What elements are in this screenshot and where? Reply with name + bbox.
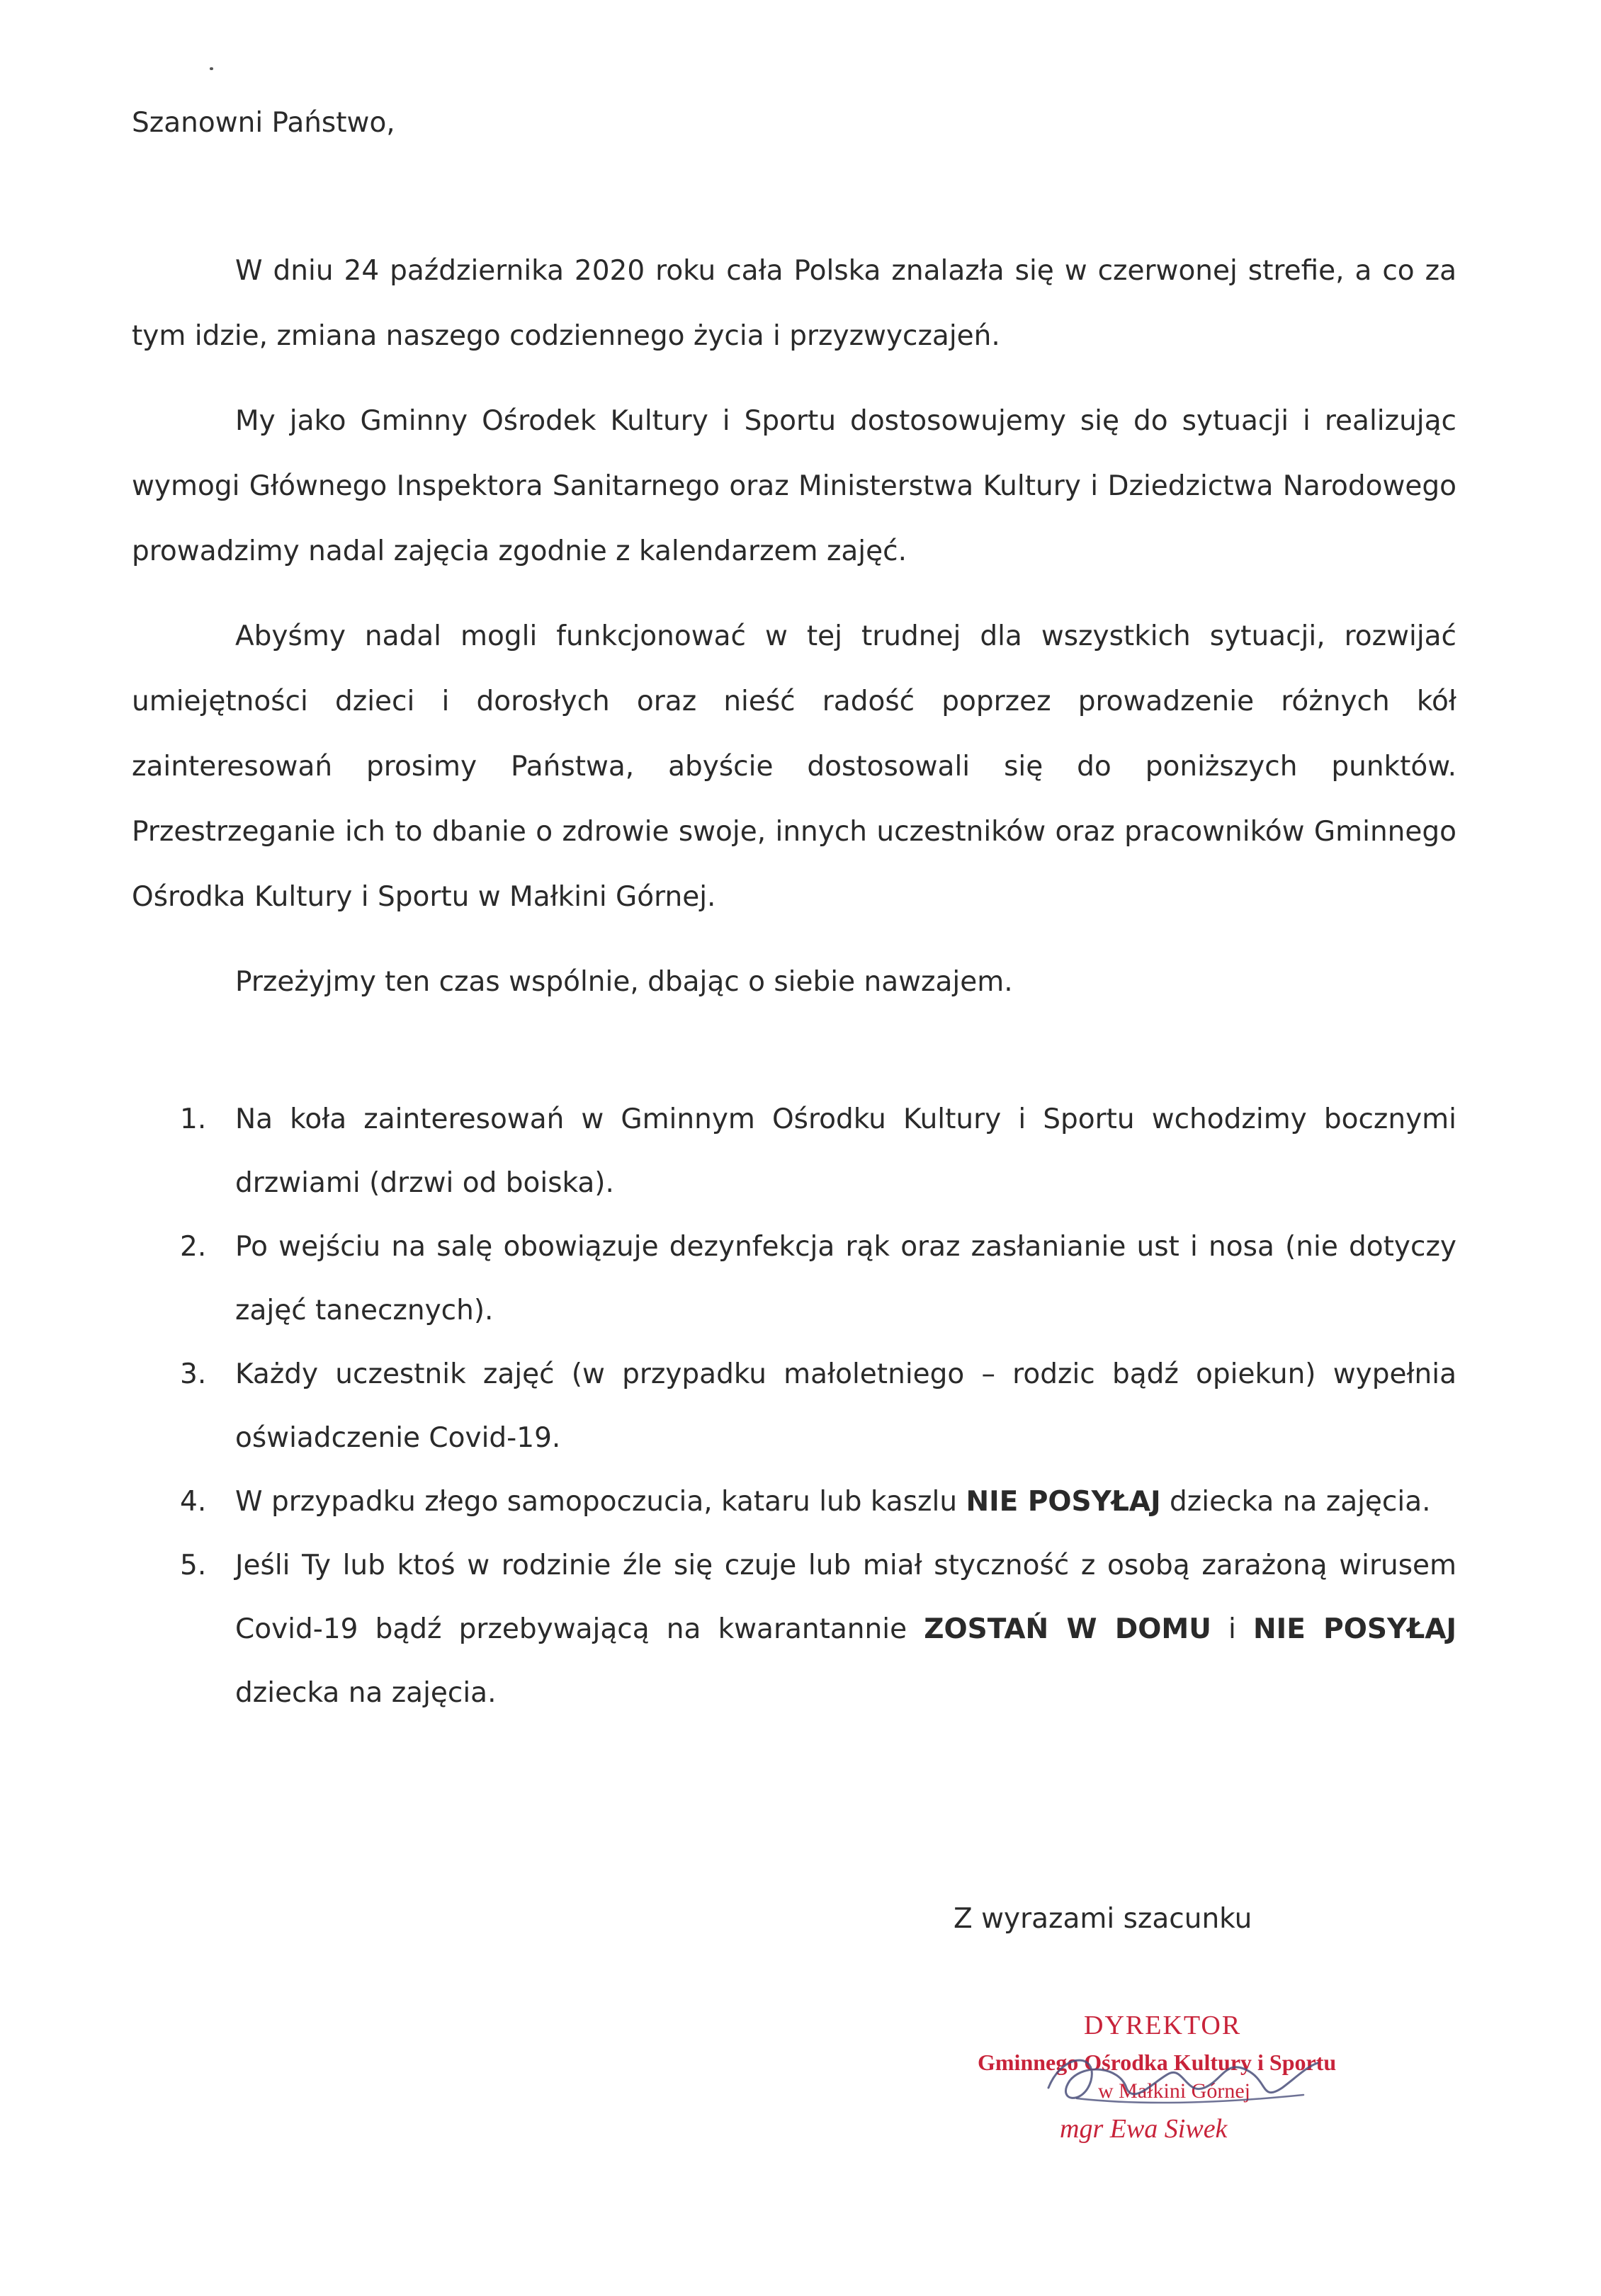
rule-number: 1. <box>180 1103 207 1135</box>
closing-regards: Z wyrazami szacunku <box>954 1903 1252 1935</box>
rule-emphasis: NIE POSYŁAJ <box>966 1486 1161 1518</box>
scan-speck <box>210 67 213 70</box>
paragraph-regulations: My jako Gminny Ośrodek Kultury i Sportu dostosowujemy się do sytuacji i realizując wymogi Głównego Inspektora Sanitarnego oraz Ministerstwa Kultury i Dziedzictwa Narodowego prowadzimy nadal zajęcia zgodnie z kalendarzem zajęć. <box>132 405 1456 567</box>
rule-number: 3. <box>180 1358 207 1390</box>
rule-item <box>132 1343 1456 1470</box>
rule-number: 2. <box>180 1231 207 1263</box>
rule-item <box>132 1088 1456 1215</box>
rule-text: W przypadku złego samopoczucia, kataru lub kaszlu <box>235 1486 966 1518</box>
rule-emphasis: ZOSTAŃ W DOMU <box>924 1613 1211 1645</box>
rule-number: 5. <box>180 1550 207 1581</box>
paragraph-together: Przeżyjmy ten czas wspólnie, dbając o siebie nawzajem. <box>235 966 1013 998</box>
rule-item <box>132 1215 1456 1343</box>
stamp-location: w Małkini Górnej <box>1098 2079 1250 2103</box>
rule-item <box>132 1534 1456 1725</box>
paragraph-request: Abyśmy nadal mogli funkcjonować w tej trudnej dla wszystkich sytuacji, rozwijać umiejętności dzieci i dorosłych oraz nieść radość poprzez prowadzenie różnych kół zainteresowań prosimy Państwa, abyście dostosowali się do poniższych punktów. Przestrzeganie ich to dbanie o zdrowie swoje, innych uczestników oraz pracowników Gminnego Ośrodka Kultury i Sportu w Małkini Górnej. <box>132 620 1456 913</box>
rule-text: Na koła zainteresowań w Gminnym Ośrodku Kultury i Sportu wchodzimy bocznymi drzwiami (drzwi od boiska). <box>235 1103 1456 1199</box>
rule-text: Każdy uczestnik zajęć (w przypadku małoletniego – rodzic bądź opiekun) wypełnia oświadczenie Covid-19. <box>235 1358 1456 1454</box>
director-stamp <box>971 2010 1367 2180</box>
stamp-institution: Gminnego Ośrodka Kultury i Sportu <box>978 2050 1337 2075</box>
stamp-signatory-name: mgr Ewa Siwek <box>1060 2114 1228 2144</box>
rule-number: 4. <box>180 1486 207 1518</box>
letter-body <box>132 239 1456 1035</box>
rule-text: dziecka na zajęcia. <box>1160 1486 1431 1518</box>
rule-text: Po wejściu na salę obowiązuje dezynfekcja rąk oraz zasłanianie ust i nosa (nie dotyczy zajęć tanecznych). <box>235 1231 1456 1326</box>
rule-text: dziecka na zajęcia. <box>235 1677 497 1709</box>
greeting: Szanowni Państwo, <box>132 107 395 139</box>
paragraph-intro: W dniu 24 października 2020 roku cała Polska znalazła się w czerwonej strefie, a co za tym idzie, zmiana naszego codziennego życia i przyzwyczajeń. <box>132 255 1456 352</box>
rules-list <box>132 1088 1456 1725</box>
rule-text: Jeśli Ty lub ktoś w rodzinie źle się czuje lub miał styczność z osobą zarażoną wirusem Covid-19 bądź przebywającą na kwarantannie <box>235 1550 1456 1645</box>
rule-emphasis: NIE POSYŁAJ <box>1253 1613 1456 1645</box>
rule-item <box>132 1470 1456 1534</box>
rule-text: i <box>1211 1613 1254 1645</box>
stamp-title: DYREKTOR <box>1084 2011 1242 2040</box>
